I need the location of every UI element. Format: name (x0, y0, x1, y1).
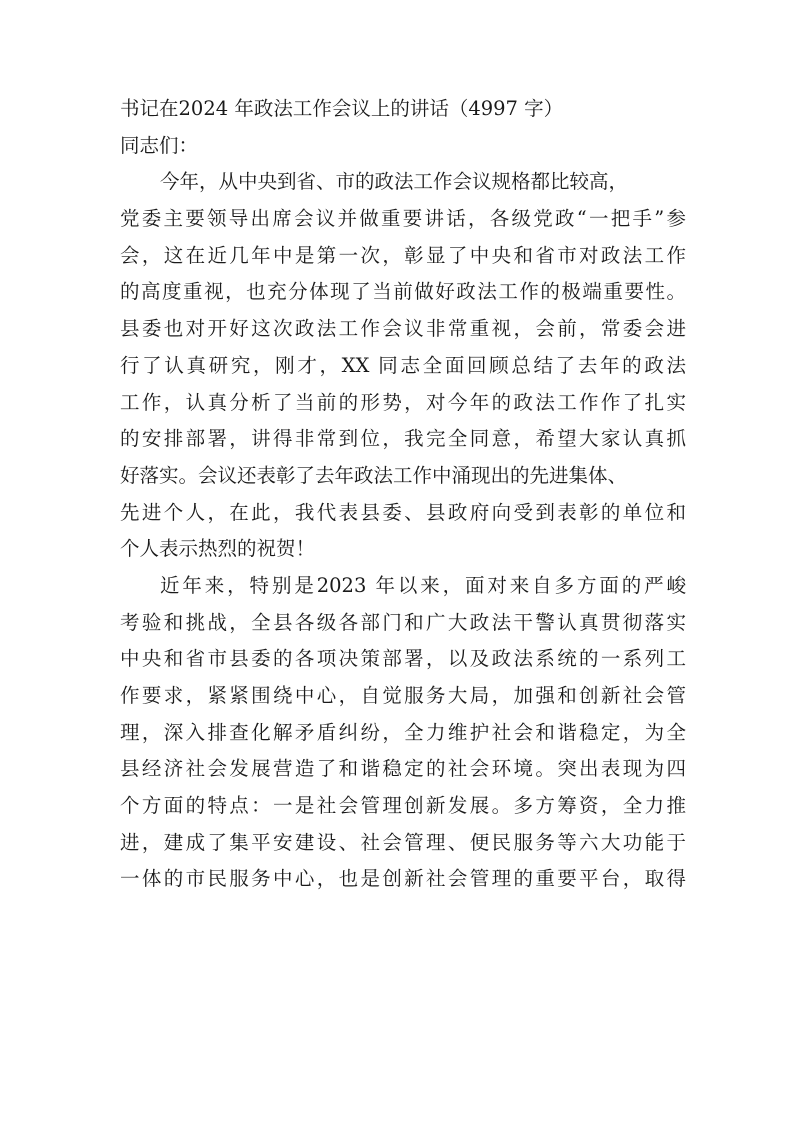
paragraph-line: 会，这在近几年中是第一次，彰显了中央和省市对政法工作 (120, 243, 686, 267)
salutation: 同志们： (120, 133, 199, 157)
paragraph-line: 考验和挑战，全县各级各部门和广大政法干警认真贯彻落实 (120, 610, 686, 634)
paragraph-line: 个方面的特点：一是社会管理创新发展。多方筹资，全力推 (120, 794, 686, 818)
paragraph-line: 的安排部署，讲得非常到位，我完全同意，希望大家认真抓 (120, 427, 686, 451)
paragraph-line: 中央和省市县委的各项决策部署，以及政法系统的一系列工 (120, 647, 686, 671)
paragraph-line: 理，深入排查化解矛盾纠纷，全力维护社会和谐稳定，为全 (120, 720, 686, 744)
paragraph-line: 的高度重视，也充分体现了当前做好政法工作的极端重要性。 (120, 280, 686, 304)
paragraph-line: 好落实。会议还表彰了去年政法工作中涌现出的先进集体、 (120, 463, 628, 487)
paragraph-line: 今年，从中央到省、市的政法工作会议规格都比较高， (160, 170, 629, 194)
paragraph-line: 先进个人，在此，我代表县委、县政府向受到表彰的单位和 (120, 500, 686, 524)
paragraph-line: 一体的市民服务中心，也是创新社会管理的重要平台，取得 (120, 867, 686, 891)
paragraph-line: 工作，认真分析了当前的形势，对今年的政法工作作了扎实 (120, 390, 686, 414)
paragraph-1 (120, 164, 686, 568)
paragraph-line: 近年来，特别是2023 年以来，面对来自多方面的严峻 (160, 573, 686, 597)
paragraph-line: 县经济社会发展营造了和谐稳定的社会环境。突出表现为四 (120, 757, 686, 781)
paragraph-line: 党委主要领导出席会议并做重要讲话，各级党政“一把手”参 (120, 207, 686, 231)
document-title: 书记在2024 年政法工作会议上的讲话（4997 字） (120, 97, 564, 120)
paragraph-line: 个人表示热烈的祝贺！ (120, 537, 316, 561)
document-body (120, 91, 686, 898)
paragraph-line: 县委也对开好这次政法工作会议非常重视，会前，常委会进 (120, 317, 686, 341)
paragraph-2 (120, 568, 686, 898)
paragraph-line: 行了认真研究，刚才，XX 同志全面回顾总结了去年的政法 (120, 353, 686, 377)
paragraph-line: 作要求，紧紧围绕中心，自觉服务大局，加强和创新社会管 (120, 684, 686, 707)
paragraph-line: 进，建成了集平安建设、社会管理、便民服务等六大功能于 (120, 830, 686, 854)
